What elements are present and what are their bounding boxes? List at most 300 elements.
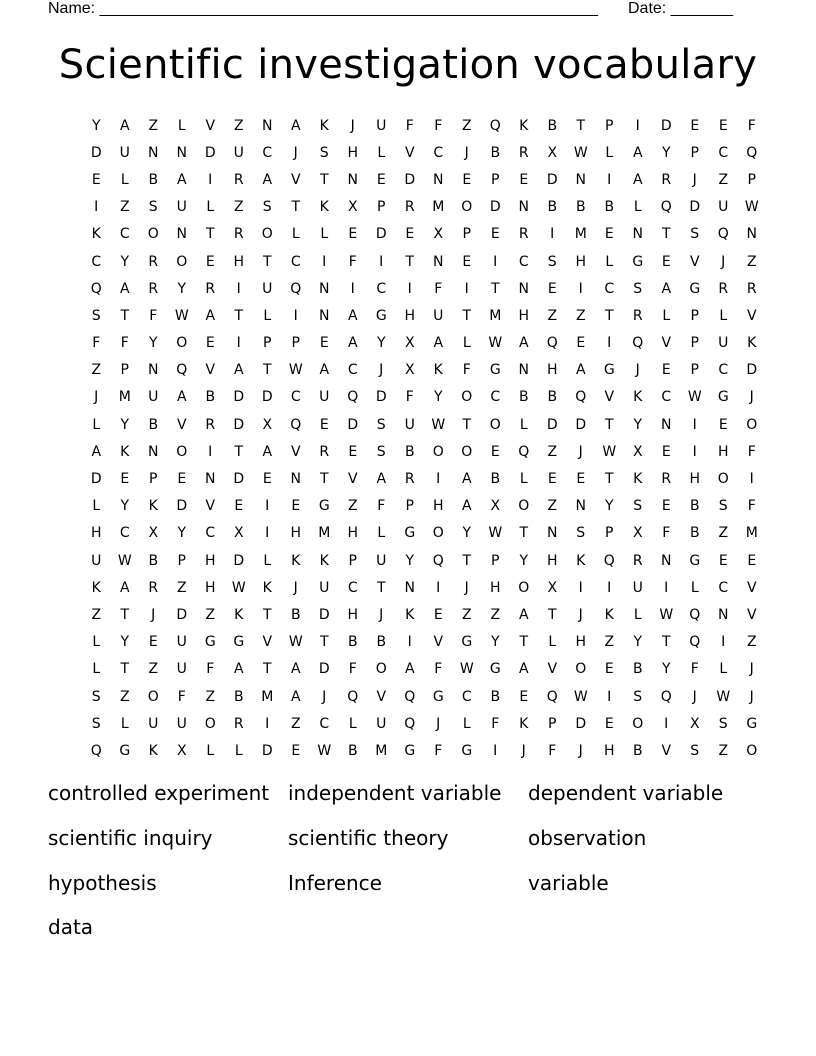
grid-letter[interactable]: O	[432, 525, 444, 542]
grid-letter[interactable]: O	[147, 226, 159, 243]
grid-letter[interactable]: Y	[91, 117, 101, 134]
grid-letter[interactable]: E	[120, 471, 130, 488]
grid-letter[interactable]: P	[405, 498, 414, 515]
grid-letter[interactable]: I	[607, 579, 612, 596]
grid-letter[interactable]: E	[690, 117, 700, 134]
grid-letter[interactable]: L	[719, 661, 728, 678]
grid-letter[interactable]: K	[262, 579, 272, 596]
grid-letter[interactable]: W	[288, 362, 303, 379]
grid-letter[interactable]: A	[461, 498, 472, 515]
grid-letter[interactable]: Q	[518, 443, 530, 460]
grid-letter[interactable]: B	[547, 117, 558, 134]
grid-letter[interactable]: D	[176, 606, 188, 623]
grid-letter[interactable]: Z	[290, 715, 301, 732]
grid-letter[interactable]: Z	[604, 634, 615, 651]
grid-letter[interactable]: M	[489, 307, 502, 324]
grid-letter[interactable]: T	[262, 661, 272, 678]
grid-letter[interactable]: S	[148, 199, 158, 216]
grid-letter[interactable]: E	[291, 498, 301, 515]
grid-letter[interactable]: X	[347, 199, 358, 216]
grid-letter[interactable]: H	[575, 253, 587, 270]
grid-letter[interactable]: H	[489, 579, 501, 596]
grid-letter[interactable]: W	[317, 742, 332, 759]
grid-letter[interactable]: A	[319, 362, 330, 379]
grid-letter[interactable]: D	[233, 552, 245, 569]
grid-letter[interactable]: R	[404, 199, 415, 216]
grid-letter[interactable]: T	[462, 416, 472, 433]
grid-letter[interactable]: R	[661, 171, 672, 188]
grid-letter[interactable]: P	[491, 552, 500, 569]
grid-letter[interactable]: B	[290, 606, 301, 623]
grid-letter[interactable]: P	[747, 171, 756, 188]
grid-letter[interactable]: D	[233, 471, 245, 488]
grid-letter[interactable]: E	[661, 253, 671, 270]
grid-letter[interactable]: J	[692, 171, 697, 188]
grid-letter[interactable]: E	[490, 443, 500, 460]
grid-letter[interactable]: Y	[519, 552, 529, 569]
grid-letter[interactable]: Q	[717, 226, 729, 243]
grid-letter[interactable]: Z	[233, 117, 244, 134]
grid-letter[interactable]: D	[546, 416, 558, 433]
grid-letter[interactable]: D	[318, 606, 330, 623]
grid-letter[interactable]: H	[347, 525, 359, 542]
grid-letter[interactable]: J	[749, 688, 754, 705]
grid-letter[interactable]: W	[488, 525, 503, 542]
grid-letter[interactable]: H	[717, 443, 729, 460]
grid-letter[interactable]: T	[604, 471, 614, 488]
grid-letter[interactable]: P	[690, 362, 699, 379]
grid-letter[interactable]: N	[148, 144, 159, 161]
grid-letter[interactable]: A	[461, 471, 472, 488]
grid-letter[interactable]: P	[120, 362, 129, 379]
grid-letter[interactable]: A	[518, 606, 529, 623]
grid-letter[interactable]: Z	[575, 307, 586, 324]
grid-letter[interactable]: A	[661, 280, 672, 297]
grid-letter[interactable]: Q	[290, 416, 302, 433]
grid-letter[interactable]: D	[261, 742, 273, 759]
grid-letter[interactable]: B	[689, 525, 700, 542]
grid-letter[interactable]: D	[746, 362, 758, 379]
grid-letter[interactable]: W	[687, 389, 702, 406]
grid-letter[interactable]: B	[632, 661, 643, 678]
grid-letter[interactable]: R	[148, 280, 159, 297]
grid-letter[interactable]: Z	[547, 498, 558, 515]
grid-letter[interactable]: A	[176, 171, 187, 188]
grid-letter[interactable]: N	[433, 171, 444, 188]
grid-letter[interactable]: E	[604, 226, 614, 243]
grid-letter[interactable]: T	[490, 280, 500, 297]
grid-letter[interactable]: O	[375, 661, 387, 678]
grid-letter[interactable]: A	[119, 280, 130, 297]
grid-letter[interactable]: C	[490, 389, 501, 406]
grid-letter[interactable]: H	[575, 634, 587, 651]
grid-letter[interactable]: B	[575, 199, 586, 216]
grid-letter[interactable]: T	[547, 606, 557, 623]
grid-letter[interactable]: V	[205, 498, 216, 515]
grid-letter[interactable]: E	[348, 226, 358, 243]
grid-letter[interactable]: U	[262, 280, 273, 297]
grid-letter[interactable]: X	[632, 443, 643, 460]
grid-letter[interactable]: Y	[604, 498, 614, 515]
grid-letter[interactable]: L	[120, 715, 129, 732]
grid-letter[interactable]: O	[461, 199, 473, 216]
grid-letter[interactable]: N	[347, 171, 358, 188]
grid-letter[interactable]: D	[489, 199, 501, 216]
grid-letter[interactable]: J	[749, 389, 754, 406]
grid-letter[interactable]: J	[464, 144, 469, 161]
grid-letter[interactable]: S	[633, 688, 643, 705]
grid-letter[interactable]: Y	[376, 335, 386, 352]
grid-letter[interactable]: Q	[575, 389, 587, 406]
grid-letter[interactable]: O	[746, 742, 758, 759]
grid-letter[interactable]: W	[488, 335, 503, 352]
grid-letter[interactable]: D	[689, 199, 701, 216]
grid-letter[interactable]: G	[461, 742, 473, 759]
grid-letter[interactable]: C	[290, 253, 301, 270]
grid-letter[interactable]: I	[265, 525, 270, 542]
grid-letter[interactable]: Q	[546, 335, 558, 352]
grid-letter[interactable]: A	[518, 335, 529, 352]
grid-letter[interactable]: D	[204, 144, 216, 161]
grid-letter[interactable]: R	[404, 471, 415, 488]
grid-letter[interactable]: R	[148, 253, 159, 270]
grid-letter[interactable]: Q	[404, 715, 416, 732]
grid-letter[interactable]: H	[546, 362, 558, 379]
grid-letter[interactable]: Y	[661, 661, 671, 678]
grid-letter[interactable]: M	[745, 525, 758, 542]
grid-letter[interactable]: O	[147, 688, 159, 705]
grid-letter[interactable]: Z	[461, 117, 472, 134]
grid-letter[interactable]: V	[205, 117, 216, 134]
grid-letter[interactable]: U	[176, 199, 187, 216]
grid-letter[interactable]: E	[234, 498, 244, 515]
grid-letter[interactable]: Z	[490, 606, 501, 623]
grid-letter[interactable]: U	[233, 144, 244, 161]
grid-letter[interactable]: J	[151, 606, 156, 623]
grid-letter[interactable]: K	[91, 226, 101, 243]
grid-letter[interactable]: L	[263, 552, 272, 569]
grid-letter[interactable]: P	[690, 307, 699, 324]
grid-letter[interactable]: Z	[347, 498, 358, 515]
grid-letter[interactable]: H	[546, 552, 558, 569]
grid-letter[interactable]: A	[176, 389, 187, 406]
grid-letter[interactable]: Q	[347, 688, 359, 705]
grid-letter[interactable]: G	[318, 498, 330, 515]
grid-letter[interactable]: Q	[347, 389, 359, 406]
grid-letter[interactable]: K	[633, 471, 643, 488]
grid-letter[interactable]: L	[206, 742, 215, 759]
grid-letter[interactable]: V	[433, 634, 444, 651]
grid-letter[interactable]: C	[119, 525, 130, 542]
grid-letter[interactable]: G	[689, 552, 701, 569]
grid-letter[interactable]: X	[547, 579, 558, 596]
grid-letter[interactable]: Y	[433, 389, 443, 406]
grid-letter[interactable]: P	[348, 552, 357, 569]
grid-letter[interactable]: I	[493, 253, 498, 270]
grid-letter[interactable]: D	[233, 416, 245, 433]
grid-letter[interactable]: C	[718, 579, 729, 596]
grid-letter[interactable]: L	[234, 742, 243, 759]
grid-letter[interactable]: E	[462, 253, 472, 270]
grid-letter[interactable]: H	[233, 253, 245, 270]
grid-letter[interactable]: E	[547, 280, 557, 297]
grid-letter[interactable]: U	[718, 199, 729, 216]
grid-letter[interactable]: T	[576, 117, 586, 134]
grid-letter[interactable]: I	[208, 171, 213, 188]
grid-letter[interactable]: F	[434, 742, 443, 759]
grid-letter[interactable]: C	[119, 226, 130, 243]
grid-letter[interactable]: U	[91, 552, 102, 569]
grid-letter[interactable]: G	[489, 661, 501, 678]
grid-letter[interactable]: N	[518, 362, 529, 379]
grid-letter[interactable]: A	[119, 579, 130, 596]
grid-letter[interactable]: T	[120, 661, 130, 678]
grid-letter[interactable]: J	[350, 117, 355, 134]
grid-letter[interactable]: D	[318, 661, 330, 678]
grid-letter[interactable]: I	[436, 579, 441, 596]
grid-letter[interactable]: O	[518, 579, 530, 596]
grid-letter[interactable]: Z	[233, 199, 244, 216]
grid-letter[interactable]: T	[120, 606, 130, 623]
grid-letter[interactable]: O	[575, 661, 587, 678]
grid-letter[interactable]: L	[662, 307, 671, 324]
grid-letter[interactable]: A	[290, 661, 301, 678]
grid-letter[interactable]: J	[635, 362, 640, 379]
grid-letter[interactable]: Y	[633, 416, 643, 433]
grid-letter[interactable]: E	[604, 661, 614, 678]
grid-letter[interactable]: R	[233, 226, 244, 243]
grid-letter[interactable]: O	[204, 715, 216, 732]
grid-letter[interactable]: P	[263, 335, 272, 352]
grid-letter[interactable]: R	[718, 280, 729, 297]
grid-letter[interactable]: L	[348, 715, 357, 732]
grid-letter[interactable]: A	[262, 171, 273, 188]
grid-letter[interactable]: D	[261, 389, 273, 406]
grid-letter[interactable]: L	[690, 579, 699, 596]
grid-letter[interactable]: E	[519, 171, 529, 188]
grid-letter[interactable]: W	[288, 634, 303, 651]
grid-letter[interactable]: Y	[490, 634, 500, 651]
grid-letter[interactable]: Q	[689, 606, 701, 623]
grid-letter[interactable]: E	[490, 226, 500, 243]
grid-letter[interactable]: N	[575, 171, 586, 188]
grid-letter[interactable]: A	[205, 307, 216, 324]
grid-letter[interactable]: F	[747, 117, 756, 134]
grid-letter[interactable]: E	[604, 715, 614, 732]
grid-letter[interactable]: V	[262, 634, 273, 651]
grid-letter[interactable]: Z	[718, 525, 729, 542]
grid-letter[interactable]: Q	[632, 335, 644, 352]
grid-letter[interactable]: V	[376, 688, 387, 705]
grid-letter[interactable]: Q	[404, 688, 416, 705]
grid-letter[interactable]: J	[293, 144, 298, 161]
grid-letter[interactable]: F	[348, 253, 357, 270]
grid-letter[interactable]: C	[661, 389, 672, 406]
grid-letter[interactable]: Z	[718, 171, 729, 188]
grid-letter[interactable]: Z	[148, 661, 159, 678]
grid-letter[interactable]: T	[319, 171, 329, 188]
grid-letter[interactable]: Q	[432, 552, 444, 569]
grid-letter[interactable]: T	[376, 579, 386, 596]
grid-letter[interactable]: W	[573, 688, 588, 705]
grid-letter[interactable]: B	[205, 389, 216, 406]
grid-letter[interactable]: B	[148, 416, 159, 433]
grid-letter[interactable]: L	[548, 634, 557, 651]
grid-letter[interactable]: X	[547, 144, 558, 161]
grid-letter[interactable]: G	[404, 742, 416, 759]
grid-letter[interactable]: H	[518, 307, 530, 324]
grid-letter[interactable]: S	[319, 144, 329, 161]
grid-letter[interactable]: G	[489, 362, 501, 379]
grid-letter[interactable]: T	[462, 552, 472, 569]
grid-letter[interactable]: C	[461, 688, 472, 705]
grid-letter[interactable]: I	[692, 416, 697, 433]
grid-letter[interactable]: I	[664, 579, 669, 596]
grid-letter[interactable]: Z	[746, 253, 757, 270]
grid-letter[interactable]: D	[575, 715, 587, 732]
grid-letter[interactable]: N	[547, 525, 558, 542]
grid-letter[interactable]: Q	[90, 280, 102, 297]
grid-letter[interactable]: B	[632, 742, 643, 759]
grid-letter[interactable]: I	[436, 471, 441, 488]
grid-letter[interactable]: P	[690, 144, 699, 161]
grid-letter[interactable]: J	[436, 715, 441, 732]
grid-letter[interactable]: E	[718, 416, 728, 433]
grid-letter[interactable]: W	[459, 661, 474, 678]
grid-letter[interactable]: X	[404, 335, 415, 352]
grid-letter[interactable]: K	[291, 552, 301, 569]
grid-letter[interactable]: Q	[603, 552, 615, 569]
grid-letter[interactable]: I	[664, 715, 669, 732]
grid-letter[interactable]: F	[92, 335, 101, 352]
grid-letter[interactable]: D	[90, 471, 102, 488]
grid-letter[interactable]: I	[293, 307, 298, 324]
grid-letter[interactable]: Q	[176, 362, 188, 379]
grid-letter[interactable]: K	[319, 199, 329, 216]
grid-letter[interactable]: H	[204, 552, 216, 569]
grid-letter[interactable]: L	[462, 335, 471, 352]
grid-letter[interactable]: C	[262, 144, 273, 161]
grid-letter[interactable]: Y	[120, 253, 130, 270]
grid-letter[interactable]: I	[322, 253, 327, 270]
grid-letter[interactable]: R	[518, 226, 529, 243]
grid-letter[interactable]: D	[90, 144, 102, 161]
grid-letter[interactable]: S	[547, 253, 557, 270]
grid-letter[interactable]: G	[233, 634, 245, 651]
grid-letter[interactable]: L	[605, 253, 614, 270]
grid-letter[interactable]: O	[176, 335, 188, 352]
grid-letter[interactable]: K	[747, 335, 757, 352]
grid-letter[interactable]: O	[518, 498, 530, 515]
grid-letter[interactable]: D	[404, 171, 416, 188]
grid-letter[interactable]: B	[490, 144, 501, 161]
grid-letter[interactable]: N	[148, 443, 159, 460]
grid-letter[interactable]: U	[632, 579, 643, 596]
grid-letter[interactable]: E	[405, 226, 415, 243]
grid-letter[interactable]: V	[290, 443, 301, 460]
grid-letter[interactable]: E	[177, 471, 187, 488]
grid-letter[interactable]: P	[605, 525, 614, 542]
grid-letter[interactable]: I	[208, 443, 213, 460]
grid-letter[interactable]: Y	[661, 144, 671, 161]
grid-letter[interactable]: U	[148, 389, 159, 406]
grid-letter[interactable]: U	[376, 552, 387, 569]
grid-letter[interactable]: F	[149, 307, 158, 324]
grid-letter[interactable]: O	[176, 253, 188, 270]
grid-letter[interactable]: T	[262, 362, 272, 379]
grid-letter[interactable]: G	[746, 715, 758, 732]
grid-letter[interactable]: E	[291, 742, 301, 759]
grid-letter[interactable]: B	[547, 199, 558, 216]
grid-letter[interactable]: D	[347, 416, 359, 433]
grid-letter[interactable]: L	[519, 471, 528, 488]
grid-letter[interactable]: K	[319, 117, 329, 134]
grid-letter[interactable]: I	[607, 171, 612, 188]
grid-letter[interactable]: R	[205, 280, 216, 297]
grid-letter[interactable]: N	[176, 144, 187, 161]
grid-letter[interactable]: B	[148, 552, 159, 569]
grid-letter[interactable]: S	[262, 199, 272, 216]
grid-letter[interactable]: O	[489, 416, 501, 433]
grid-letter[interactable]: C	[290, 389, 301, 406]
grid-letter[interactable]: O	[461, 443, 473, 460]
grid-letter[interactable]: G	[689, 280, 701, 297]
grid-letter[interactable]: M	[318, 525, 331, 542]
grid-letter[interactable]: P	[291, 335, 300, 352]
grid-letter[interactable]: Q	[290, 280, 302, 297]
grid-letter[interactable]: A	[347, 307, 358, 324]
grid-letter[interactable]: G	[461, 634, 473, 651]
grid-letter[interactable]: C	[604, 280, 615, 297]
grid-letter[interactable]: O	[261, 226, 273, 243]
grid-letter[interactable]: V	[661, 742, 672, 759]
grid-letter[interactable]: X	[233, 525, 244, 542]
grid-letter[interactable]: D	[575, 416, 587, 433]
grid-letter[interactable]: V	[746, 307, 757, 324]
grid-letter[interactable]: T	[319, 471, 329, 488]
grid-letter[interactable]: Q	[746, 144, 758, 161]
grid-letter[interactable]: Y	[177, 525, 187, 542]
grid-letter[interactable]: Z	[91, 362, 102, 379]
grid-letter[interactable]: L	[92, 416, 101, 433]
grid-letter[interactable]: L	[519, 416, 528, 433]
grid-letter[interactable]: B	[404, 443, 415, 460]
grid-letter[interactable]: R	[233, 715, 244, 732]
grid-letter[interactable]: K	[604, 606, 614, 623]
grid-letter[interactable]: C	[376, 280, 387, 297]
grid-letter[interactable]: F	[206, 661, 215, 678]
grid-letter[interactable]: R	[661, 471, 672, 488]
grid-letter[interactable]: I	[578, 579, 583, 596]
grid-letter[interactable]: T	[519, 525, 529, 542]
grid-letter[interactable]: X	[632, 525, 643, 542]
grid-letter[interactable]: T	[205, 226, 215, 243]
grid-letter[interactable]: C	[718, 362, 729, 379]
grid-letter[interactable]: J	[721, 253, 726, 270]
grid-letter[interactable]: J	[749, 661, 754, 678]
grid-letter[interactable]: W	[174, 307, 189, 324]
grid-letter[interactable]: W	[659, 606, 674, 623]
grid-letter[interactable]: D	[375, 389, 387, 406]
grid-letter[interactable]: A	[290, 688, 301, 705]
grid-letter[interactable]: E	[661, 498, 671, 515]
grid-letter[interactable]: S	[91, 307, 101, 324]
grid-letter[interactable]: Q	[546, 688, 558, 705]
grid-letter[interactable]: E	[319, 335, 329, 352]
grid-letter[interactable]: Z	[119, 688, 130, 705]
grid-letter[interactable]: I	[721, 634, 726, 651]
grid-letter[interactable]: T	[234, 443, 244, 460]
